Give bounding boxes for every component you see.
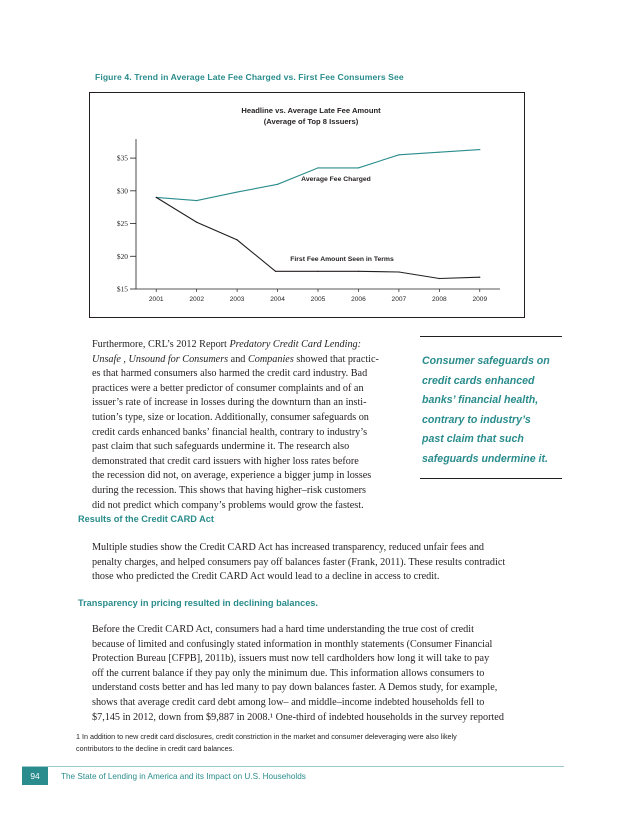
running-footer-title: The State of Lending in America and its Impact on U.S. Households: [61, 772, 306, 781]
report-title-italic: Unsafe , Unsound for Consumers: [92, 353, 229, 365]
text-line: practices were a better predictor of consumer complaints and of an: [92, 382, 364, 394]
text-line: Multiple studies show the Credit CARD Act has increased transparency, reduced unfair fees and: [92, 542, 485, 553]
data-point: [439, 278, 440, 279]
x-tick-label: 2003: [229, 296, 245, 303]
text-line: Protection Bureau [CFPB], 2011b), issuers must now tell cardholders how long it will take to pay: [92, 653, 490, 665]
text-line: [92, 338, 412, 353]
x-tick-label: 2007: [391, 296, 407, 303]
paragraph-crl-report: [92, 338, 412, 513]
text-line: shows that average credit card debt among low– and middle–income indebted households fell to: [92, 696, 485, 708]
x-tick-label: 2002: [189, 296, 205, 303]
data-point: [196, 200, 197, 201]
y-tick-label: $20: [116, 251, 128, 261]
text-line: demonstrated that credit card issuers with higher loss rates before: [92, 455, 359, 467]
section-heading-results: Results of the Credit CARD Act: [78, 514, 214, 524]
y-tick-label: $25: [116, 219, 128, 229]
y-tick-label: $15: [116, 284, 128, 294]
text-line: understand costs better and has led many to pay down balances faster. A Demos study, for example,: [92, 682, 498, 694]
figure-caption: Figure 4. Trend in Average Late Fee Charged vs. First Fee Consumers See: [95, 72, 404, 82]
data-point: [479, 149, 480, 150]
data-point: [277, 184, 278, 185]
data-point: [479, 277, 480, 278]
text-line: tution’s type, size or location. Additionally, consumer safeguards on: [92, 411, 369, 423]
data-point: [275, 271, 276, 272]
pull-quote: [422, 352, 562, 470]
pull-quote-line: contrary to industry’s: [422, 413, 531, 426]
paragraph-results: [92, 541, 562, 585]
report-title-italic: Predatory Credit Card Lending:: [229, 339, 362, 350]
data-point: [317, 167, 318, 168]
x-tick-label: 2006: [351, 296, 366, 303]
text-line: Before the Credit CARD Act, consumers had a hard time understanding the true cost of credit: [92, 624, 474, 635]
text-line: off the current balance if they pay only the minimum due. This information allows consumers to: [92, 667, 485, 679]
text-line: the recession did not, on average, experience a bigger jump in losses: [92, 470, 372, 482]
text-line: did not predict which company’s problems would grow the fastest.: [92, 499, 364, 511]
text-span: showed that practic-: [293, 353, 379, 365]
page-number: 94: [22, 767, 48, 785]
text-line: issuer’s rate of increase in losses during the downturn than an insti-: [92, 397, 367, 409]
text-span: Furthermore, CRL’s 2012 Report: [92, 339, 230, 350]
footnote-line: contributors to the decline in credit card balances.: [76, 743, 235, 753]
section-heading-transparency: Transparency in pricing resulted in declining balances.: [78, 598, 318, 608]
text-line: those who predicted the Credit CARD Act would lead to a decline in access to credit.: [92, 571, 440, 583]
chart-subtitle: (Average of Top 8 Issuers): [263, 117, 359, 126]
text-line: because of limited and confusingly stated information in monthly statements (Consumer Financial: [92, 638, 493, 650]
text-span: and: [228, 353, 248, 365]
pull-quote-line: past claim that such: [422, 433, 524, 446]
footnote: [76, 731, 556, 754]
x-tick-label: 2001: [148, 296, 164, 303]
data-point: [358, 271, 359, 272]
data-point: [156, 197, 157, 198]
chart-series-labels: [290, 176, 394, 263]
text-line: [92, 353, 412, 368]
pull-quote-line: credit cards enhanced: [422, 374, 535, 387]
paragraph-transparency: [92, 623, 562, 725]
y-tick-label: $30: [116, 186, 128, 196]
text-line: credit cards enhanced banks’ financial health, contrary to industry’s: [92, 426, 368, 438]
pull-quote-bottom-rule: [420, 478, 562, 479]
data-point: [398, 154, 399, 155]
pull-quote-line: banks’ financial health,: [422, 394, 539, 407]
text-line: penalty charges, and helped consumers pay off balances faster (Frank, 2011). These results contradict: [92, 556, 506, 568]
line-chart: [90, 93, 524, 317]
report-title-italic: Companies: [247, 353, 294, 365]
chart-title: Headline vs. Average Late Fee Amount: [241, 106, 381, 115]
series-line: [156, 197, 480, 278]
data-point: [398, 271, 399, 272]
chart-frame: [89, 92, 525, 318]
text-line: $7,145 in 2012, down from $9,887 in 2008.¹ One-third of indebted households in the survey reported: [92, 711, 504, 723]
data-point: [439, 152, 440, 153]
pull-quote-top-rule: [420, 336, 562, 337]
text-line: during the recession. This shows that having higher–risk customers: [92, 484, 366, 496]
footnote-line: 1 In addition to new credit card disclosures, credit constriction in the market and consumer deleveraging were also likely: [76, 732, 457, 741]
series-label: Average Fee Charged: [301, 176, 371, 183]
x-tick-label: 2004: [270, 296, 285, 303]
text-line: past claim that such safeguards undermine it. The research also: [92, 441, 350, 453]
y-tick-label: $35: [116, 153, 128, 163]
pull-quote-line: safeguards undermine it.: [422, 452, 548, 465]
pull-quote-line: Consumer safeguards on: [422, 355, 550, 367]
footer-rule: [22, 766, 564, 767]
data-point: [237, 239, 238, 240]
x-tick-label: 2009: [472, 296, 488, 303]
data-point: [358, 167, 359, 168]
data-point: [317, 271, 318, 272]
x-tick-label: 2005: [310, 296, 326, 303]
data-point: [196, 222, 197, 223]
series-label: First Fee Amount Seen in Terms: [290, 256, 394, 263]
data-point: [237, 192, 238, 193]
x-tick-label: 2008: [431, 296, 447, 303]
text-line: es that harmed consumers also harmed the credit card industry. Bad: [92, 368, 368, 380]
